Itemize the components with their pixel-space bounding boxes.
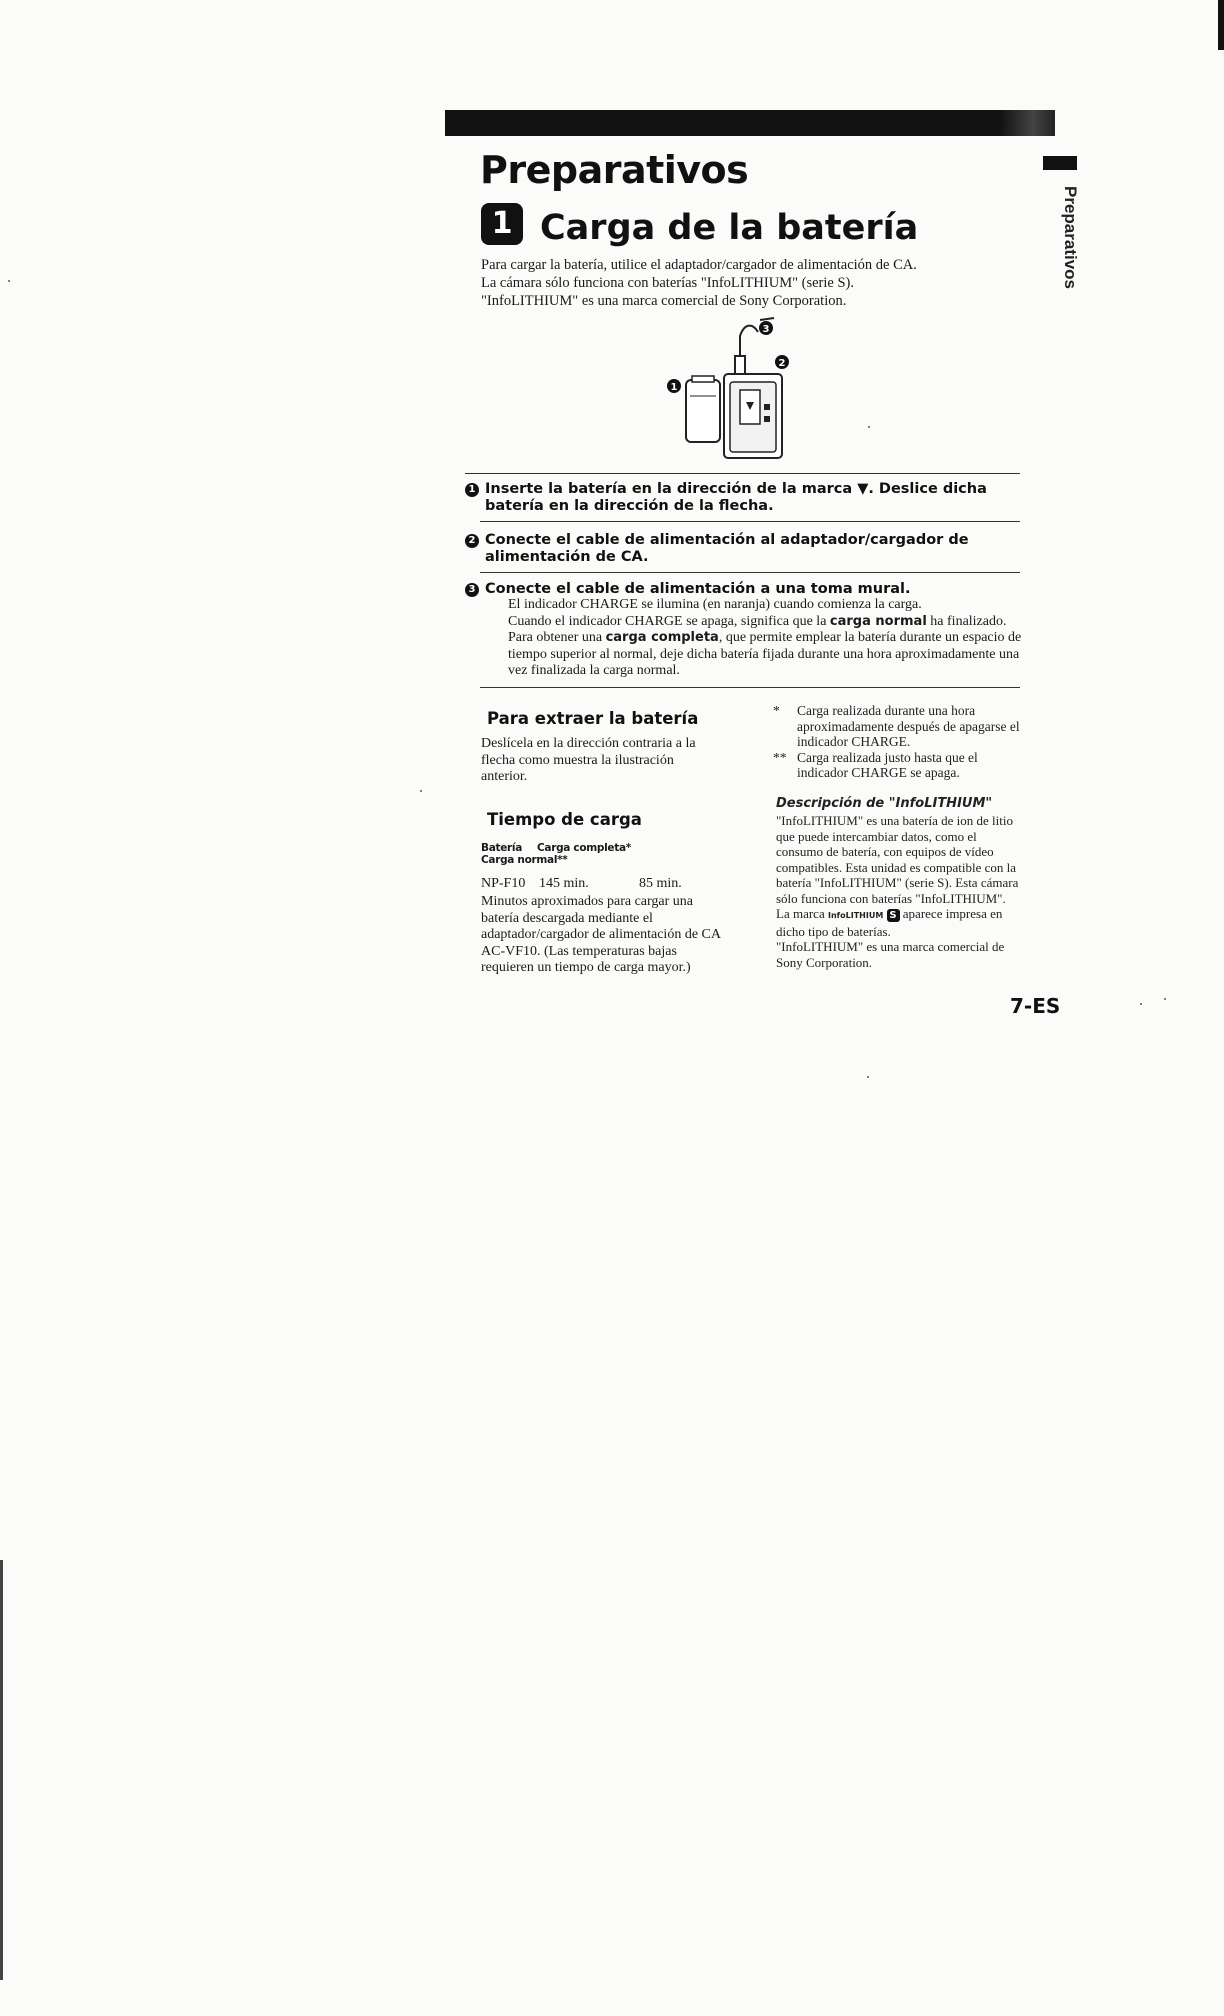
step-text: alimentación de CA. bbox=[485, 549, 649, 565]
remove-battery-heading: Para extraer la batería bbox=[487, 709, 699, 728]
scan-speck bbox=[1164, 998, 1166, 1000]
body-text: aparece impresa en dicho tipo de baterías. bbox=[776, 906, 1003, 939]
divider bbox=[480, 687, 1020, 688]
page-number: 7-ES bbox=[1010, 994, 1061, 1018]
body-text: Deslícela en la dirección contraria a la flecha como muestra la ilustración anterior. bbox=[481, 736, 696, 784]
step-text: Conecte el cable de alimentación a una toma mural. bbox=[485, 581, 911, 597]
page-edge-mark bbox=[1218, 0, 1224, 50]
step-text: batería en la dirección de la flecha. bbox=[485, 498, 774, 514]
step-text: Inserte la batería en la dirección de la marca ▼. Deslice dicha bbox=[485, 481, 987, 497]
body-text: "InfoLITHIUM" es una batería de ion de litio que puede intercambiar datos, como el consumo de batería, con equipos de vídeo compatibles. Esta unidad es compatible con la batería "InfoLITHIUM" (serie S). Esta cámara sólo funciona con baterías "InfoLITHIUM". La marca bbox=[776, 813, 1019, 921]
intro-line: La cámara sólo funciona con baterías "InfoLITHIUM" (serie S). bbox=[481, 275, 854, 291]
side-tab-label: Preparativos bbox=[1061, 186, 1080, 289]
cell-battery: NP-F10 bbox=[481, 876, 526, 891]
table-row bbox=[481, 876, 701, 892]
step-number: 1 bbox=[465, 483, 479, 497]
charge-time-note bbox=[481, 894, 721, 977]
step-number-badge: 1 bbox=[481, 203, 523, 245]
infolithium-heading: Descripción de "InfoLITHIUM" bbox=[776, 796, 993, 811]
body-text: Minutos aproximados para cargar una batería descargada mediante el adaptador/cargador de alimentación de CA AC-VF10. (Las temperaturas bajas requieren un tiempo de carga mayor.) bbox=[481, 894, 721, 975]
divider bbox=[480, 521, 1020, 522]
callout-1: 1 bbox=[670, 382, 678, 393]
side-tab-marker bbox=[1043, 156, 1077, 170]
charger-illustration bbox=[660, 316, 830, 466]
section-title: Preparativos bbox=[480, 148, 749, 192]
infolithium-logo: InfoLITHIUM bbox=[827, 911, 884, 920]
step-3-body bbox=[508, 597, 1023, 680]
footnote-text: Carga realizada justo hasta que el indicador CHARGE se apaga. bbox=[797, 749, 978, 780]
step-number: 3 bbox=[465, 583, 479, 597]
charge-time-heading: Tiempo de carga bbox=[487, 810, 642, 829]
scan-speck bbox=[868, 426, 870, 428]
scan-speck bbox=[1140, 1003, 1142, 1005]
body-text: ha finalizado. Para obtener una bbox=[508, 613, 1007, 645]
remove-battery-text bbox=[481, 736, 721, 786]
intro-line: "InfoLITHIUM" es una marca comercial de Sony Corporation. bbox=[481, 293, 847, 309]
bold-term: carga normal bbox=[829, 613, 927, 629]
bold-term: carga completa bbox=[605, 630, 719, 645]
footnote bbox=[773, 703, 1023, 750]
intro-text bbox=[481, 256, 1021, 310]
battery-icon bbox=[686, 380, 720, 442]
series-s-icon: S bbox=[887, 909, 900, 922]
footnote-mark: ** bbox=[773, 749, 787, 765]
body-text: "InfoLITHIUM" es una marca comercial de Sony Corporation. bbox=[776, 939, 1005, 970]
cell-full: 145 min. bbox=[539, 876, 589, 891]
header-bar-fade bbox=[1000, 110, 1055, 136]
footnote-text: Carga realizada durante una hora aproximadamente después de apagarse el indicador CHARGE. bbox=[797, 703, 1020, 749]
callout-2: 2 bbox=[778, 358, 786, 369]
step-1 bbox=[465, 481, 1020, 515]
step-3 bbox=[465, 581, 1020, 598]
scan-speck bbox=[8, 280, 10, 282]
footnote-mark: * bbox=[773, 703, 780, 718]
divider bbox=[465, 473, 1020, 474]
divider bbox=[480, 572, 1020, 573]
body-text: , que permite emplear la batería durante un espacio de tiempo superior al normal, deje dicha batería fijada durante una hora aproximadamente una vez finalizada la carga normal. bbox=[508, 630, 1022, 678]
infolithium-description bbox=[776, 813, 1021, 970]
col-normal: Carga normal** bbox=[481, 854, 568, 866]
page-title: Carga de la batería bbox=[540, 208, 919, 248]
table-header bbox=[481, 842, 701, 866]
body-text: El indicador CHARGE se ilumina (en naranja) cuando comienza la carga. bbox=[508, 597, 922, 612]
body-text: Cuando el indicador CHARGE se apaga, significa que la bbox=[508, 613, 830, 629]
step-number: 2 bbox=[465, 534, 479, 548]
intro-line: Para cargar la batería, utilice el adaptador/cargador de alimentación de CA. bbox=[481, 257, 917, 273]
cell-normal: 85 min. bbox=[639, 876, 682, 891]
scan-speck bbox=[420, 790, 422, 792]
footnotes bbox=[773, 703, 1023, 781]
footnote bbox=[773, 750, 1023, 781]
binding-edge bbox=[0, 1560, 3, 1980]
scan-speck bbox=[867, 1076, 869, 1078]
col-full: Carga completa* bbox=[537, 842, 631, 854]
callout-3: 3 bbox=[762, 324, 770, 335]
charge-time-table bbox=[481, 842, 701, 892]
step-text: Conecte el cable de alimentación al adaptador/cargador de bbox=[485, 532, 969, 548]
header-bar bbox=[445, 110, 1055, 136]
col-battery: Batería bbox=[481, 842, 522, 854]
step-2 bbox=[465, 532, 1020, 566]
